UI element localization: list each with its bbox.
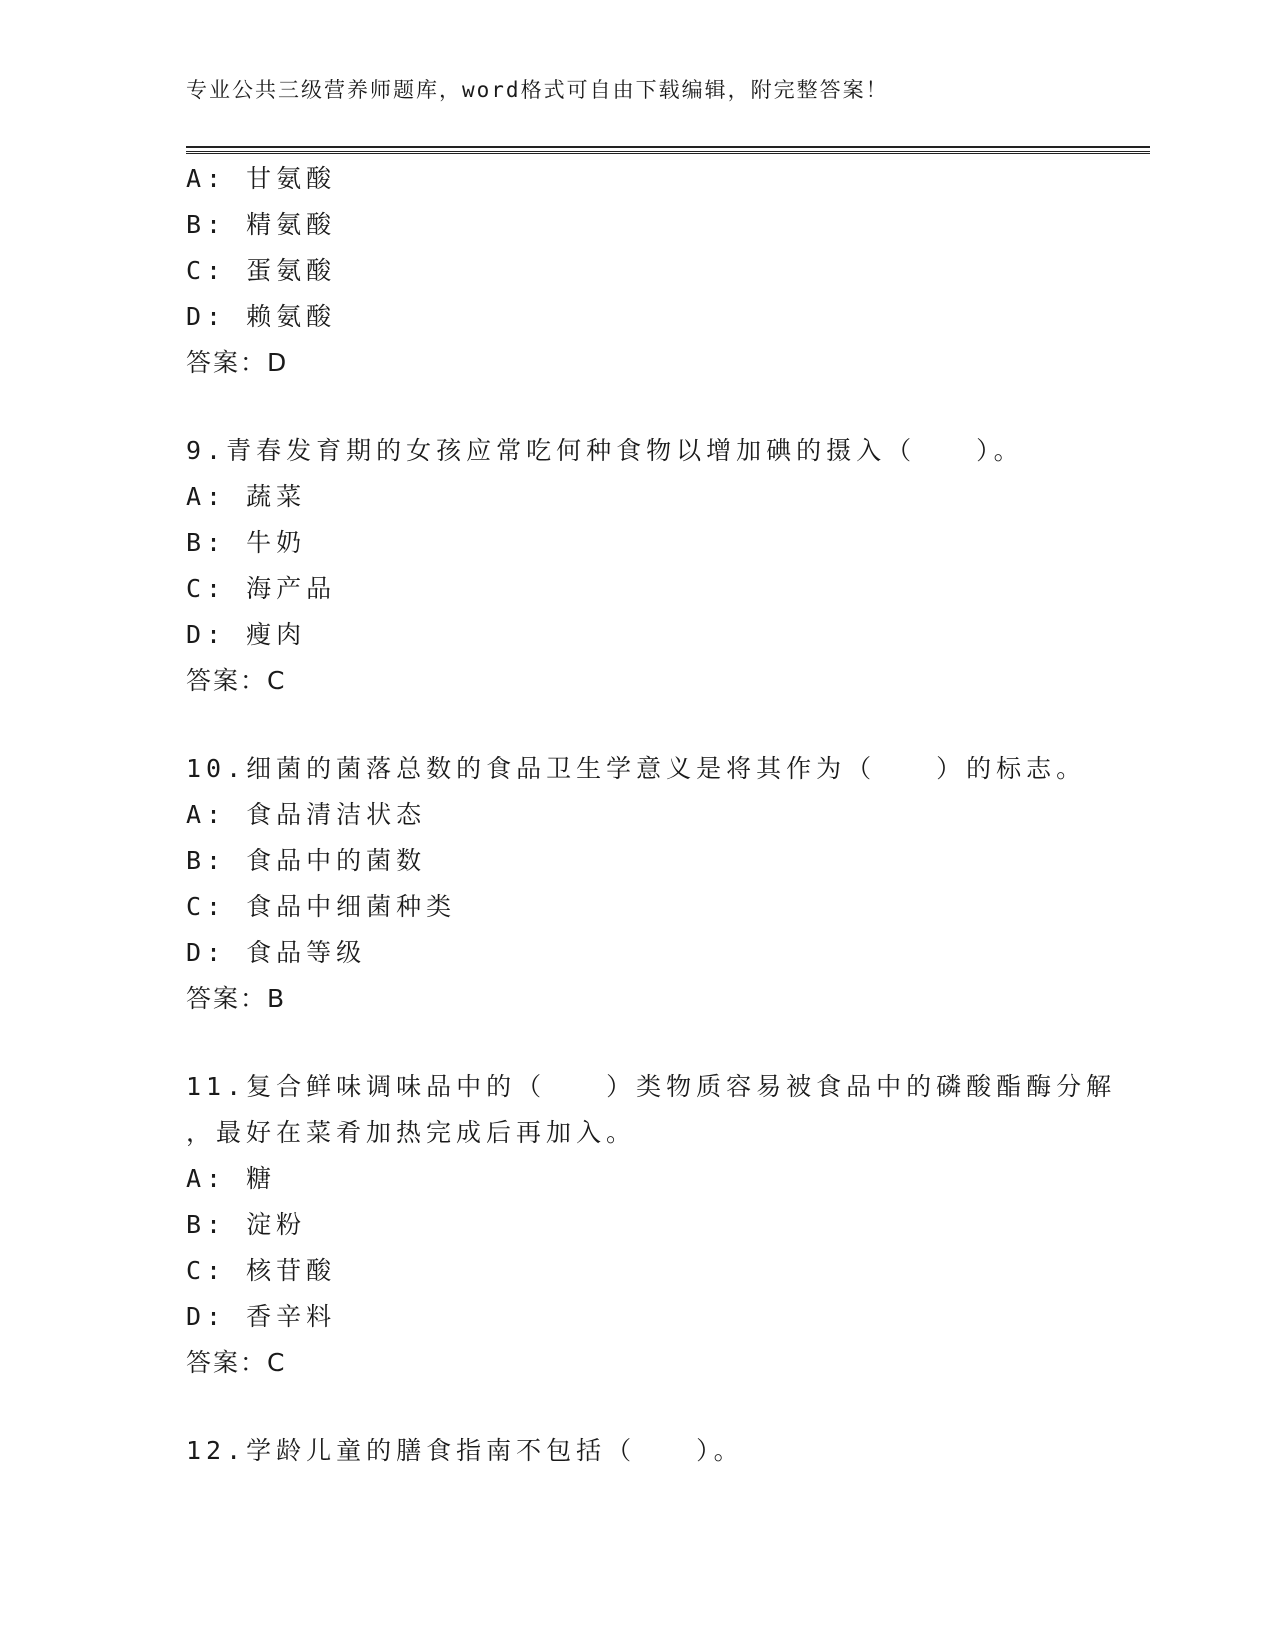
- option-d: D: 食品等级: [186, 938, 367, 967]
- option-d: D: 赖氨酸: [186, 302, 337, 331]
- question-stem: 10.细菌的菌落总数的食品卫生学意义是将其作为（ ）的标志。: [186, 754, 1087, 783]
- option-c: C: 食品中细菌种类: [186, 892, 457, 921]
- option-d: D: 瘦肉: [186, 620, 307, 649]
- option-a: A: 甘氨酸: [186, 164, 337, 193]
- question-partial: [186, 156, 1150, 386]
- option-a: A: 食品清洁状态: [186, 800, 427, 829]
- option-a: A: 糖: [186, 1164, 277, 1193]
- answer-line: 答案：C: [186, 1348, 287, 1377]
- option-a: A: 蔬菜: [186, 482, 307, 511]
- header-divider: [186, 146, 1150, 152]
- option-c: C: 海产品: [186, 574, 337, 603]
- question-stem-line-2: ，最好在菜肴加热完成后再加入。: [186, 1118, 637, 1147]
- option-b: B: 精氨酸: [186, 210, 337, 239]
- page-header: 专业公共三级营养师题库，word格式可自由下载编辑，附完整答案！: [186, 78, 889, 102]
- question-stem: 12.学龄儿童的膳食指南不包括（ ）。: [186, 1436, 744, 1465]
- option-b: B: 淀粉: [186, 1210, 307, 1239]
- question-12: [186, 1428, 1150, 1474]
- option-c: C: 蛋氨酸: [186, 256, 337, 285]
- answer-line: 答案：C: [186, 666, 287, 695]
- option-b: B: 牛奶: [186, 528, 307, 557]
- option-b: B: 食品中的菌数: [186, 846, 427, 875]
- answer-line: 答案：B: [186, 984, 287, 1013]
- answer-line: 答案：D: [186, 348, 289, 377]
- option-c: C: 核苷酸: [186, 1256, 337, 1285]
- question-11: [186, 1064, 1150, 1386]
- question-stem-line-1: 11.复合鲜味调味品中的（ ）类物质容易被食品中的磷酸酯酶分解: [186, 1072, 1117, 1101]
- question-stem: 9.青春发育期的女孩应常吃何种食物以增加碘的摄入（ ）。: [186, 436, 1024, 465]
- option-d: D: 香辛料: [186, 1302, 337, 1331]
- header-divider-inner: [186, 153, 1150, 154]
- document-body: [186, 156, 1150, 1516]
- question-9: [186, 428, 1150, 704]
- question-10: [186, 746, 1150, 1022]
